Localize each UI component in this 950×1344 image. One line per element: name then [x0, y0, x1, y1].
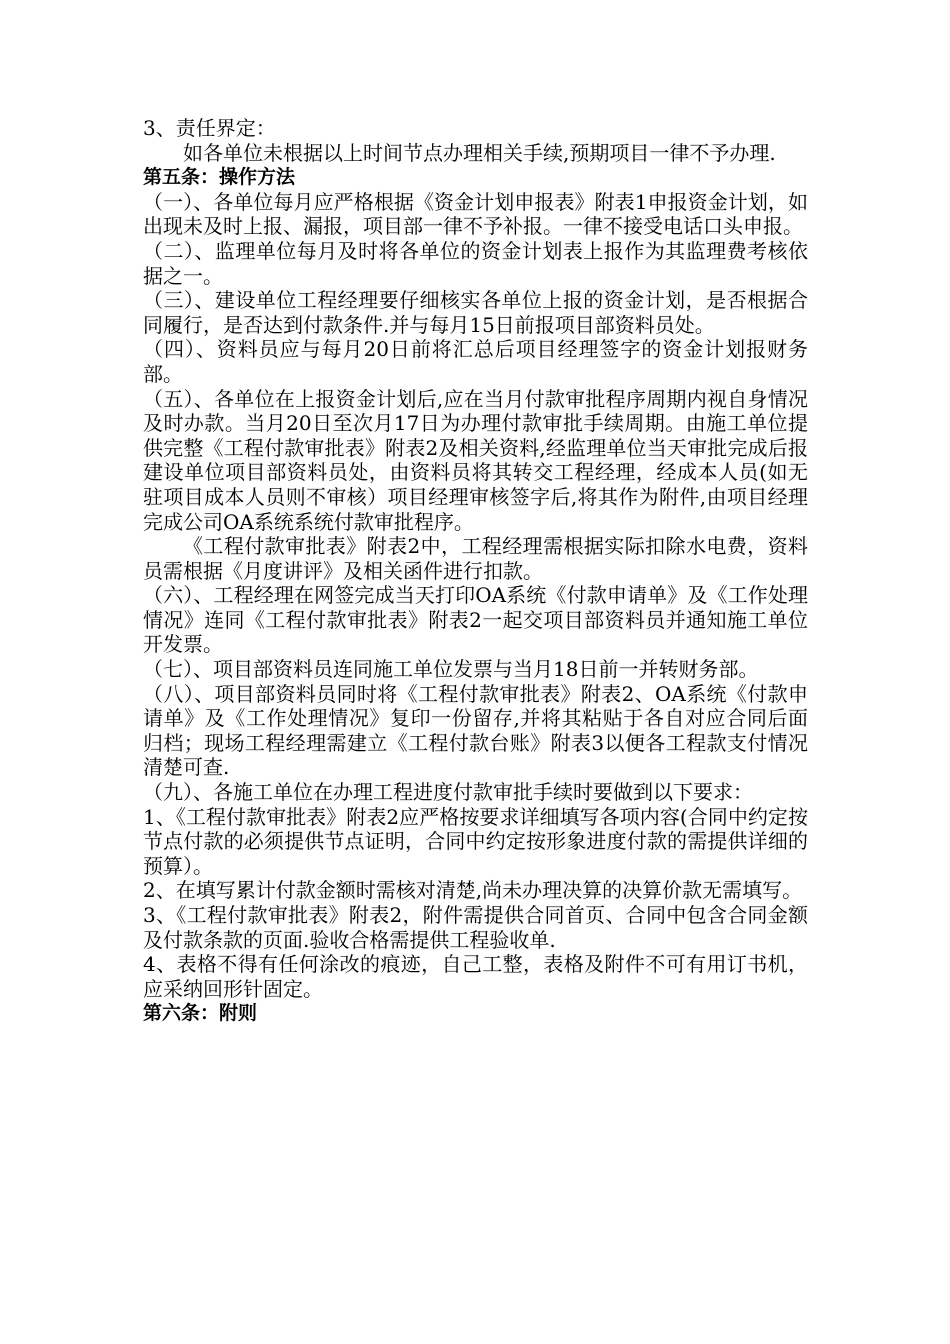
paragraph-requirement-4: 4、表格不得有任何涂改的痕迹，自己工整，表格及附件不可有用订书机，应采纳回形针固定。: [143, 952, 808, 1001]
paragraph-item-2: （二）、监理单位每月及时将各单位的资金计划表上报作为其监理费考核依据之一。: [143, 238, 808, 288]
paragraph-item-7: （七）、项目部资料员连同施工单位发票与当月18日前一并转财务部。: [143, 657, 759, 682]
heading-article-6: 第六条：附则: [143, 1002, 258, 1025]
paragraph-requirement-3: 3、《工程付款审批表》附表2，附件需提供合同首页、合同中包含合同金额及付款条款的页面.验收合格需提供工程验收单.: [143, 903, 808, 952]
paragraph-item-8: （八）、项目部资料员同时将《工程付款审批表》附表2、OA系统《付款申请单》及《工作处理情况》复印一份留存,并将其粘贴于各自对应合同后面归档；现场工程经理需建立《工程付款台账》附表3以便各工程款支付情况清楚可查.: [143, 681, 808, 780]
paragraph-item-6: （六）、工程经理在网签完成当天打印OA系统《付款申请单》及《工作处理情况》连同《工程付款审批表》附表2一起交项目部资料员并通知施工单位开发票。: [143, 583, 808, 657]
paragraph-item-3: （三）、建设单位工程经理要仔细核实各单位上报的资金计划，是否根据合同履行，是否达到付款条件.并与每月15日前报项目部资料员处。: [143, 288, 808, 337]
paragraph-item-9: （九）、各施工单位在办理工程进度付款审批手续时要做到以下要求：: [143, 780, 753, 805]
paragraph-item-5-note: 《工程付款审批表》附表2中，工程经理需根据实际扣除水电费，资料员需根据《月度讲评》及相关函件进行扣款。: [143, 534, 808, 583]
paragraph-item-4: （四）、资料员应与每月20日前将汇总后项目经理签字的资金计划报财务部。: [143, 337, 808, 386]
heading-article-5: 第五条：操作方法: [143, 166, 296, 189]
paragraph-responsibility-title: 3、责任界定：: [143, 116, 276, 140]
document-page: [143, 116, 808, 1026]
paragraph-item-5: （五）、各单位在上报资金计划后,应在当月付款审批程序周期内视自身情况及时办款。当月20日至次月17日为办理付款审批手续周期。由施工单位提供完整《工程付款审批表》附表2及相关资料,经监理单位当天审批完成后报建设单位项目部资料员处，由资料员将其转交工程经理，经成本人员(如无驻项目成本人员则不审核）项目经理审核签字后,将其作为附件,由项目经理完成公司OA系统系统付款审批程序。: [143, 386, 808, 534]
paragraph-requirement-2: 2、在填写累计付款金额时需核对清楚,尚未办理决算的决算价款无需填写。: [143, 878, 803, 903]
paragraph-requirement-1: 1、《工程付款审批表》附表2应严格按要求详细填写各项内容(合同中约定按节点付款的必须提供节点证明，合同中约定按形象进度付款的需提供详细的预算）。: [143, 804, 808, 878]
paragraph-responsibility-body: 如各单位未根据以上时间节点办理相关手续,预期项目一律不予办理.: [183, 140, 776, 165]
paragraph-item-1: （一）、各单位每月应严格根据《资金计划申报表》附表1申报资金计划，如出现未及时上报、漏报，项目部一律不予补报。一律不接受电话口头申报。: [143, 189, 808, 239]
